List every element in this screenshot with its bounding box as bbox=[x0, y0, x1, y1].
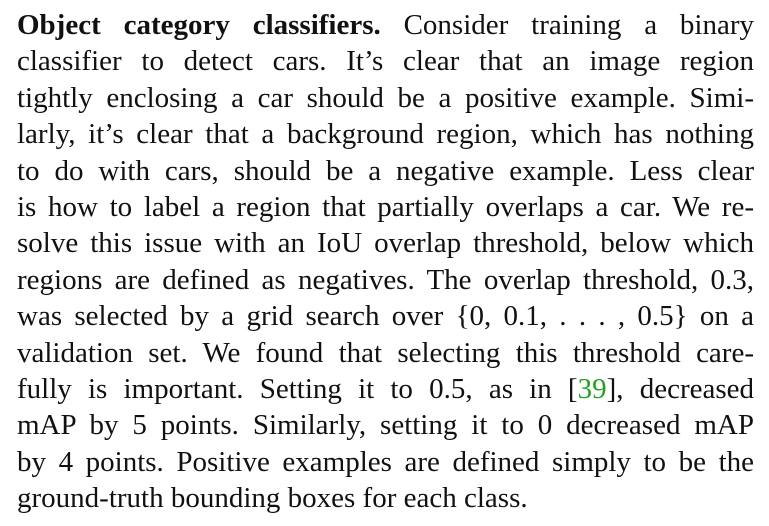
text-line-8: regions are defined as negatives. The overlap threshold, 0.3, bbox=[17, 263, 754, 296]
citation-link[interactable]: 39 bbox=[577, 372, 607, 405]
paper-paragraph bbox=[17, 7, 754, 516]
text-line-13: by 4 points. Positive examples are defined simply to be the bbox=[17, 445, 754, 478]
text-line-5: to do with cars, should be a negative example. Less clear bbox=[17, 154, 754, 187]
text-line-1 bbox=[17, 7, 754, 43]
text-line-3: tightly enclosing a car should be a positive example. Simi- bbox=[17, 81, 754, 114]
text-line-11-before-citation: fully is important. Setting it to 0.5, as in [ bbox=[17, 372, 578, 405]
text-line-10: validation set. We found that selecting this threshold care- bbox=[17, 336, 754, 369]
text-line-11-after-citation: ], decreased bbox=[606, 372, 754, 405]
text-line-9: was selected by a grid search over {0, 0.1, . . . , 0.5} on a bbox=[17, 300, 754, 333]
paragraph-heading: Object category classifiers. bbox=[17, 9, 381, 41]
text-line-11 bbox=[17, 371, 754, 407]
text-line-7: solve this issue with an IoU overlap threshold, below which bbox=[17, 227, 754, 260]
text-line-2: classifier to detect cars. It’s clear that an image region bbox=[17, 45, 754, 78]
text-line-12: mAP by 5 points. Similarly, setting it to 0 decreased mAP bbox=[17, 409, 754, 442]
text-line-6: is how to label a region that partially overlaps a car. We re- bbox=[17, 190, 754, 223]
text-line-1-body: Consider training a binary bbox=[380, 9, 754, 41]
text-line-14: ground-truth bounding boxes for each class. bbox=[17, 482, 528, 515]
text-line-4: larly, it’s clear that a background region, which has nothing bbox=[17, 118, 754, 151]
